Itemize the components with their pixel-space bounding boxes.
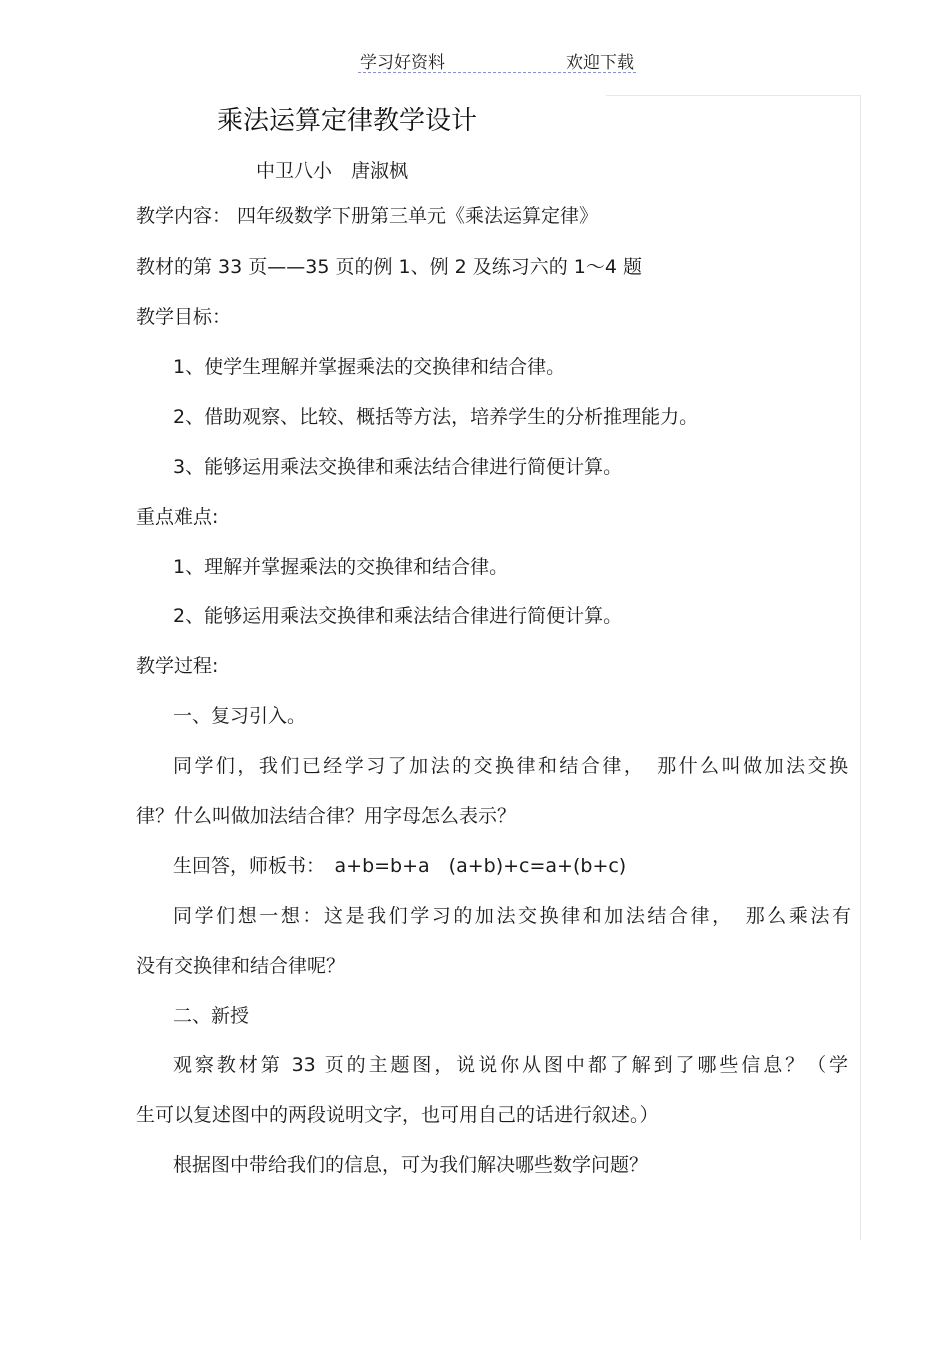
document-title: 乘法运算定律教学设计 [217, 106, 478, 136]
objective-item: 2、借助观察、比较、概括等方法，培养学生的分析推理能力。 [173, 406, 699, 428]
paragraph-line: 同学们，我们已经学习了加法的交换律和结合律， 那什么叫做加法交换 [173, 755, 848, 777]
paragraph-line: 根据图中带给我们的信息，可为我们解决哪些数学问题？ [173, 1154, 649, 1176]
section-heading-key-points: 重点难点: [136, 506, 219, 528]
objective-item: 3、能够运用乘法交换律和乘法结合律进行简便计算。 [173, 456, 623, 478]
paragraph-line: 律？什么叫做加法结合律？用字母怎么表示？ [136, 805, 517, 827]
key-point-item: 1、理解并掌握乘法的交换律和结合律。 [173, 556, 509, 578]
paragraph-line: 同学们想一想：这是我们学习的加法交换律和加法结合律， 那么乘法有 [173, 905, 851, 927]
paragraph-line: 生可以复述图中的两段说明文字，也可用自己的话进行叙述。） [136, 1104, 659, 1126]
frame-right-border [860, 95, 861, 1240]
objective-item: 1、使学生理解并掌握乘法的交换律和结合律。 [173, 356, 566, 378]
step-heading-new-lesson: 二、新授 [173, 1005, 250, 1027]
header-right-text: 欢迎下载 [566, 53, 634, 73]
step-heading-review: 一、复习引入。 [173, 705, 307, 727]
textbook-pages: 教材的第 33 页——35 页的例 1、例 2 及练习六的 1～4 题 [136, 256, 643, 278]
document-author: 中卫八小 唐淑枫 [256, 160, 409, 182]
key-point-item: 2、能够运用乘法交换律和乘法结合律进行简便计算。 [173, 605, 623, 627]
section-heading-objectives: 教学目标： [136, 306, 232, 328]
paragraph-line: 没有交换律和结合律呢？ [136, 955, 346, 977]
teaching-content: 教学内容： 四年级数学下册第三单元《乘法运算定律》 [136, 205, 599, 227]
section-heading-process: 教学过程: [136, 655, 219, 677]
board-formulas: 生回答，师板书： a+b=b+a (a+b)+c=a+(b+c) [173, 855, 627, 877]
page-header [358, 48, 636, 73]
paragraph-line: 观察教材第 33 页的主题图，说说你从图中都了解到了哪些信息？（学 [173, 1054, 848, 1076]
frame-top-border [606, 95, 861, 96]
header-left-text: 学习好资料 [360, 53, 445, 73]
